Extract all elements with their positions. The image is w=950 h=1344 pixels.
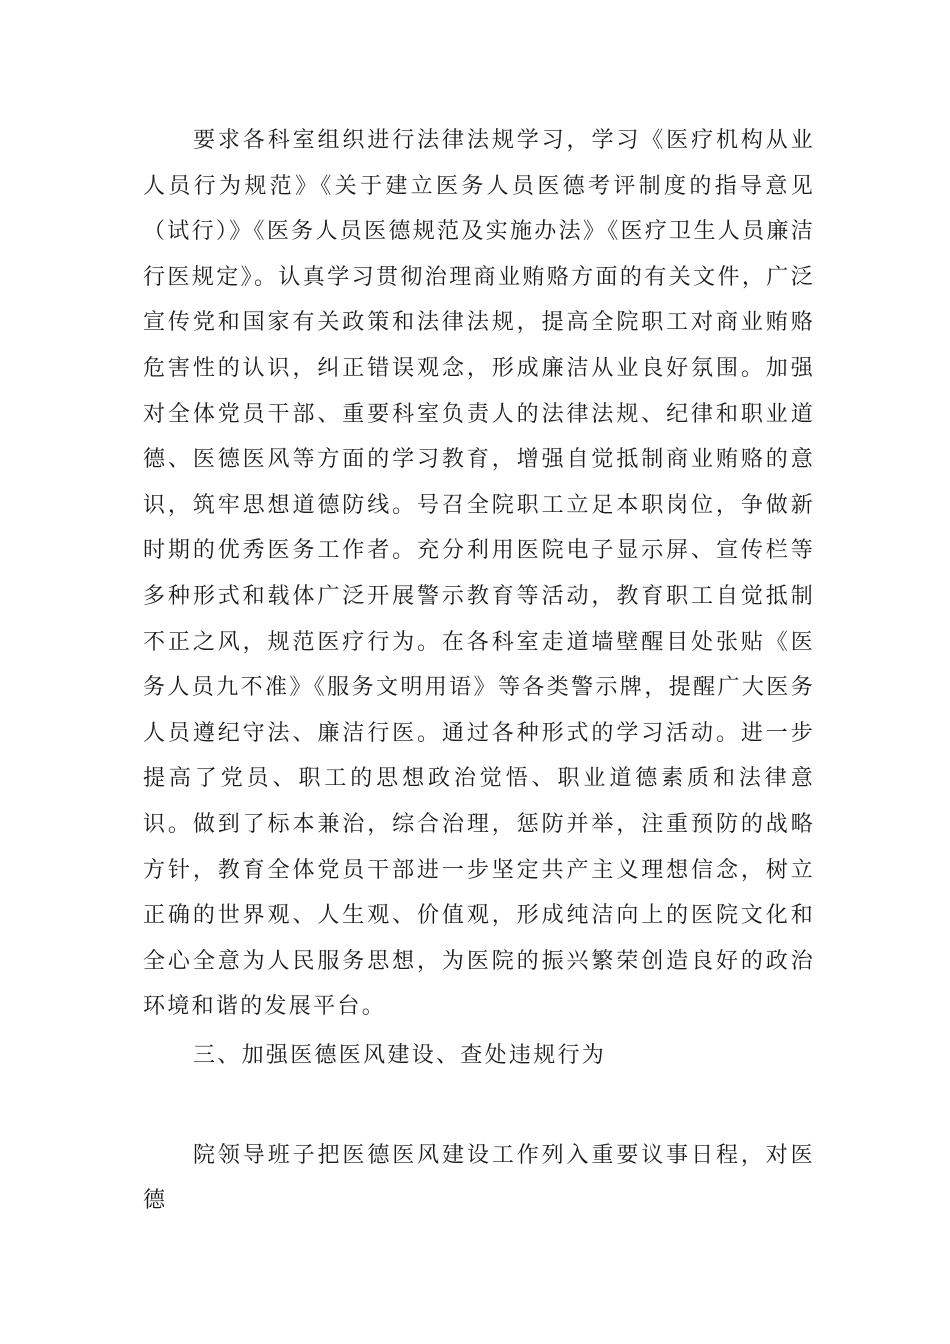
body-paragraph-legal-study: 要求各科室组织进行法律法规学习，学习《医疗机构从业人员行为规范》《关于建立医务人员医德考评制度的指导意见（试行）》《医务人员医德规范及实施办法》《医疗卫生人员廉洁行医规定》。认真学习贯彻治理商业贿赂方面的有关文件，广泛宣传党和国家有关政策和法律法规，提高全院职工对商业贿赂危害性的认识，纠正错误观念，形成廉洁从业良好氛围。加强对全体党员干部、重要科室负责人的法律法规、纪律和职业道德、医德医风等方面的学习教育，增强自觉抵制商业贿赂的意识，筑牢思想道德防线。号召全院职工立足本职岗位，争做新时期的优秀医务工作者。充分利用医院电子显示屏、宣传栏等多种形式和载体广泛开展警示教育等活动，教育职工自觉抵制不正之风，规范医疗行为。在各科室走道墙壁醒目处张贴《医务人员九不准》《服务文明用语》等各类警示牌，提醒广大医务人员遵纪守法、廉洁行医。通过各种形式的学习活动。进一步提高了党员、职工的思想政治觉悟、职业道德素质和法律意识。做到了标本兼治，综合治理，惩防并举，注重预防的战略方针，教育全体党员干部进一步坚定共产主义理想信念，树立正确的世界观、人生观、价值观，形成纯洁向上的医院文化和全心全意为人民服务思想，为医院的振兴繁荣创造良好的政治环境和谐的发展平台。 (143, 128, 815, 1020)
body-paragraph-medical-ethics: 院领导班子把医德医风建设工作列入重要议事日程，对医德 (143, 1143, 815, 1213)
section-heading: 三、加强医德医风建设、查处违规行为 (193, 1043, 607, 1068)
